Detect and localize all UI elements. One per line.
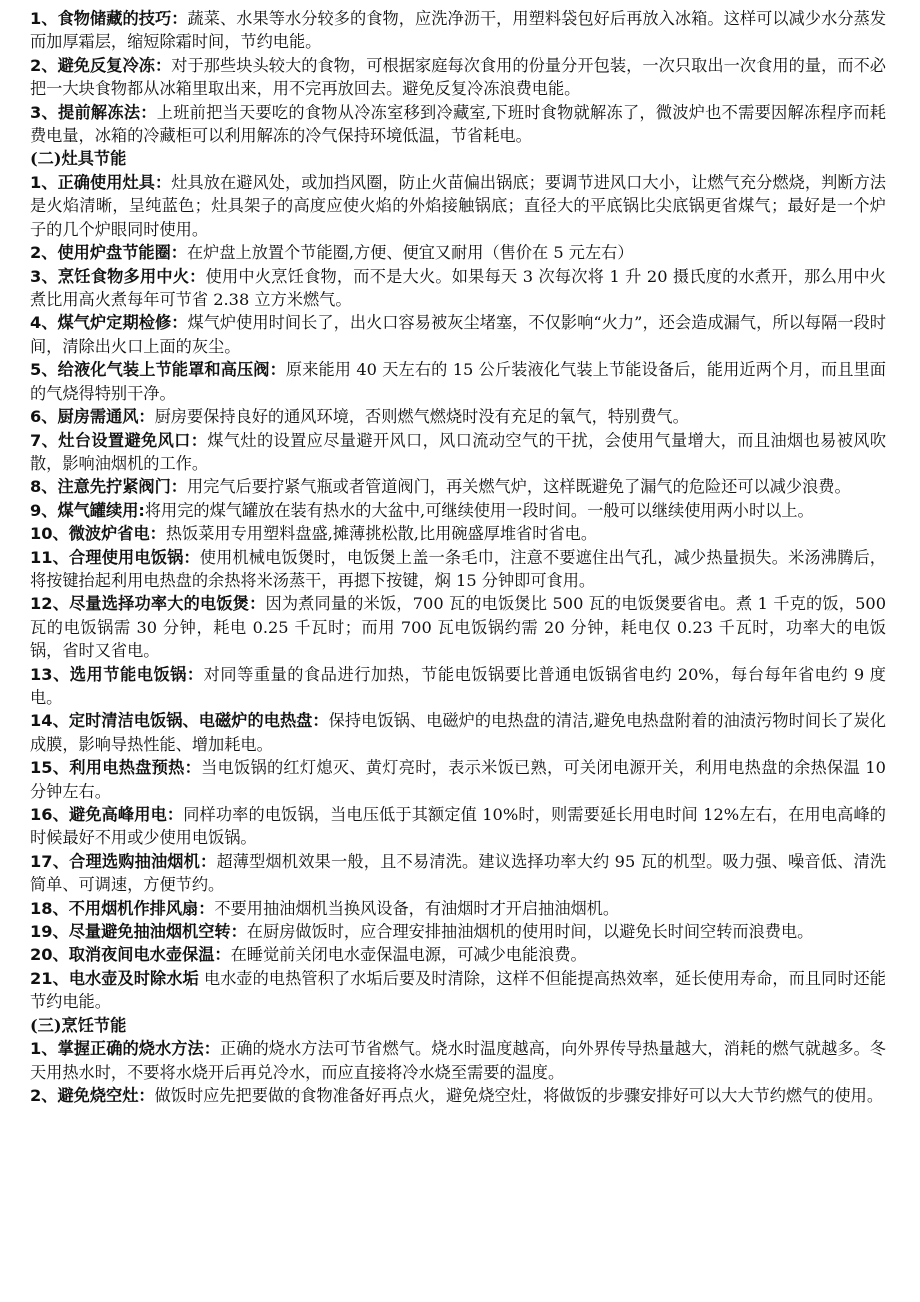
item-text: 正确的烧水方法可节省燃气。烧水时温度越高，向外界传导热量越大，消耗的燃气就越多。冬天用热水时，不要将水烧开后再兑冷水，而应直接将冷水烧至需要的温度。 [30, 1039, 886, 1082]
item-title: 8、注意先拧紧阀门： [30, 477, 187, 497]
item-title: 7、灶台设置避免风口： [30, 430, 208, 450]
item-text: 电水壶的电热管积了水垢后要及时清除，这样不但能提高热效率，延长使用寿命，而且同时还能节约电能。 [30, 968, 886, 1012]
item-title: 4、煤气炉定期检修： [30, 313, 188, 333]
item-text: 使用中火烹饪食物，而不是大火。如果每天 3 次每次将 1 升 20 摄氏度的水煮开，那么用中火煮比用高火煮每年可节省 2.38 立方米燃气。 [30, 266, 886, 310]
list-item [30, 967, 886, 1014]
item-text: 煤气炉使用时间长了，出火口容易被灰尘堵塞，不仅影响“火力”，还会造成漏气，所以每隔一段时间，清除出火口上面的灰尘。 [30, 313, 886, 356]
item-text: 保持电饭锅、电磁炉的电热盘的清洁,避免电热盘附着的油渍污物时间长了炭化成膜，影响导热性能、增加耗电。 [30, 711, 886, 754]
list-item [30, 405, 886, 428]
item-text: 同样功率的电饭锅，当电压低于其额定值 10%时，则需要延长用电时间 12%左右，在用电高峰的时候最好不用或少使用电饭锅。 [30, 805, 886, 848]
item-text: 对于那些块头较大的食物，可根据家庭每次食用的份量分开包装，一次只取出一次食用的量，而不必把一大块食物都从冰箱里取出来，用不完再放回去。避免反复冷冻浪费电能。 [30, 55, 886, 99]
item-text: 因为煮同量的米饭，700 瓦的电饭煲比 500 瓦的电饭煲要省电。煮 1 千克的饭，500 瓦的电饭锅需 30 分钟，耗电 0.25 千瓦时；而用 700 瓦电饭锅约需 20 分钟，耗电仅 0.23 千瓦时，功率大的电饭锅，省时又省电。 [30, 594, 886, 661]
item-text: 在厨房做饭时，应合理安排抽油烟机的使用时间，以避免长时间空转而浪费电。 [246, 922, 814, 942]
section-fridge [30, 7, 886, 147]
item-title: 19、尽量避免抽油烟机空转： [30, 922, 247, 942]
list-item [30, 943, 886, 966]
item-text: 不要用抽油烟机当换风设备，有油烟时才开启抽油烟机。 [214, 898, 620, 918]
item-title: 2、避免烧空灶： [30, 1086, 155, 1106]
item-text: 蔬菜、水果等水分较多的食物，应洗净沥干，用塑料袋包好后再放入冰箱。这样可以减少水分蒸发而加厚霜层，缩短除霜时间，节约电能。 [30, 9, 887, 52]
list-item [30, 663, 886, 710]
list-item [30, 709, 886, 756]
item-text: 在炉盘上放置个节能圈,方便、便宜又耐用（售价在 5 元左右） [186, 243, 634, 263]
list-item [30, 756, 886, 803]
item-text: 使用机械电饭煲时，电饭煲上盖一条毛巾，注意不要遮住出气孔，减少热量损失。米汤沸腾后，将按键抬起利用电热盘的余热将米汤蒸干，再摁下按键，焖 15 分钟即可食用。 [30, 547, 886, 590]
item-text: 超薄型烟机效果一般，且不易清洗。建议选择功率大约 95 瓦的机型。吸力强、噪音低、清洗简单、可调速，方便节约。 [30, 851, 887, 895]
list-item [30, 522, 886, 545]
list-item [30, 241, 886, 264]
item-title: 13、选用节能电饭锅： [30, 664, 204, 684]
item-title: 20、取消夜间电水壶保温： [30, 945, 231, 965]
list-item [30, 920, 886, 943]
section-heading: (二)灶具节能 [30, 149, 127, 169]
list-item [30, 850, 886, 897]
item-title: 9、煤气罐续用: [30, 500, 145, 520]
list-item [30, 1037, 886, 1084]
item-title: 14、定时清洁电饭锅、电磁炉的电热盘： [30, 711, 329, 731]
list-item [30, 7, 886, 54]
list-item [30, 429, 886, 476]
item-title: 12、尽量选择功率大的电饭煲： [30, 594, 266, 614]
list-item [30, 54, 886, 101]
item-text: 在睡觉前关闭电水壶保温电源，可减少电能浪费。 [230, 945, 587, 965]
section-stove [30, 147, 886, 1013]
item-title: 1、掌握正确的烧水方法： [30, 1039, 221, 1059]
list-item [30, 358, 886, 405]
item-text: 用完气后要拧紧气瓶或者管道阀门，再关燃气炉，这样既避免了漏气的危险还可以减少浪费。 [186, 477, 851, 497]
item-text: 做饭时应先把要做的食物准备好再点火，避免烧空灶，将做饭的步骤安排好可以大大节约燃气的使用。 [154, 1086, 884, 1106]
item-text: 热饭菜用专用塑料盘盛,摊薄挑松散,比用碗盛厚堆省时省电。 [165, 524, 598, 544]
item-text: 厨房要保持良好的通风环境，否则燃气燃烧时没有充足的氧气，特别费气。 [154, 407, 689, 427]
item-text: 灶具放在避风处，或加挡风圈，防止火苗偏出锅底；要调节进风口大小，让燃气充分燃烧，判断方法是火焰清晰，呈纯蓝色；灶具架子的高度应使火焰的外焰接触锅底；直径大的平底锅比尖底锅更省煤气；最好是一个炉子的几个炉眼同时使用。 [30, 173, 886, 239]
item-title: 2、避免反复冷冻： [30, 55, 172, 75]
item-title: 1、食物储藏的技巧： [30, 9, 188, 28]
list-item [30, 311, 886, 358]
item-title: 16、避免高峰用电： [30, 805, 184, 824]
section-heading: (三)烹饪节能 [30, 1015, 127, 1035]
list-item [30, 171, 886, 241]
list-item [30, 897, 886, 920]
list-item [30, 475, 886, 498]
list-item [30, 546, 886, 593]
item-title: 2、使用炉盘节能圈： [30, 243, 187, 263]
item-title: 18、不用烟机作排风扇： [30, 898, 215, 918]
list-item [30, 265, 886, 312]
item-title: 5、给液化气装上节能罩和高压阀： [30, 360, 286, 380]
item-title: 10、微波炉省电： [30, 524, 166, 544]
item-title: 15、利用电热盘预热： [30, 758, 202, 778]
item-text: 煤气灶的设置应尽量避开风口，风口流动空气的干扰，会使用气量增大，而且油烟也易被风吹散，影响油烟机的工作。 [30, 430, 887, 473]
list-item [30, 592, 886, 662]
item-title: 21、电水壶及时除水垢 [30, 968, 199, 988]
item-text: 上班前把当天要吃的食物从冷冻室移到冷藏室,下班时食物就解冻了，微波炉也不需要因解冻程序而耗费电量，冰箱的冷藏柜可以利用解冻的冷气保持环境低温，节省耗电。 [30, 102, 886, 146]
list-item [30, 803, 886, 850]
item-text: 将用完的煤气罐放在装有热水的大盆中,可继续使用一段时间。一般可以继续使用两小时以上。 [144, 500, 814, 520]
item-title: 3、提前解冻法： [30, 102, 157, 122]
list-item [30, 101, 886, 148]
item-title: 6、厨房需通风： [30, 407, 155, 427]
list-item [30, 499, 886, 522]
item-title: 17、合理选购抽油烟机： [30, 851, 217, 871]
section-cooking [30, 1014, 886, 1108]
item-title: 11、合理使用电饭锅： [30, 547, 200, 567]
item-title: 1、正确使用灶具： [30, 173, 172, 193]
item-title: 3、烹饪食物多用中火： [30, 266, 206, 286]
item-text: 对同等重量的食品进行加热，节能电饭锅要比普通电饭锅省电约 20%，每台每年省电约 9 度电。 [30, 664, 886, 707]
item-text: 当电饭锅的红灯熄灭、黄灯亮时，表示米饭已熟，可关闭电源开关，利用电热盘的余热保温 10 分钟左右。 [30, 758, 886, 801]
item-text: 原来能用 40 天左右的 15 公斤装液化气装上节能设备后，能用近两个月，而且里面的气烧得特别干净。 [30, 360, 886, 403]
list-item [30, 1084, 886, 1107]
